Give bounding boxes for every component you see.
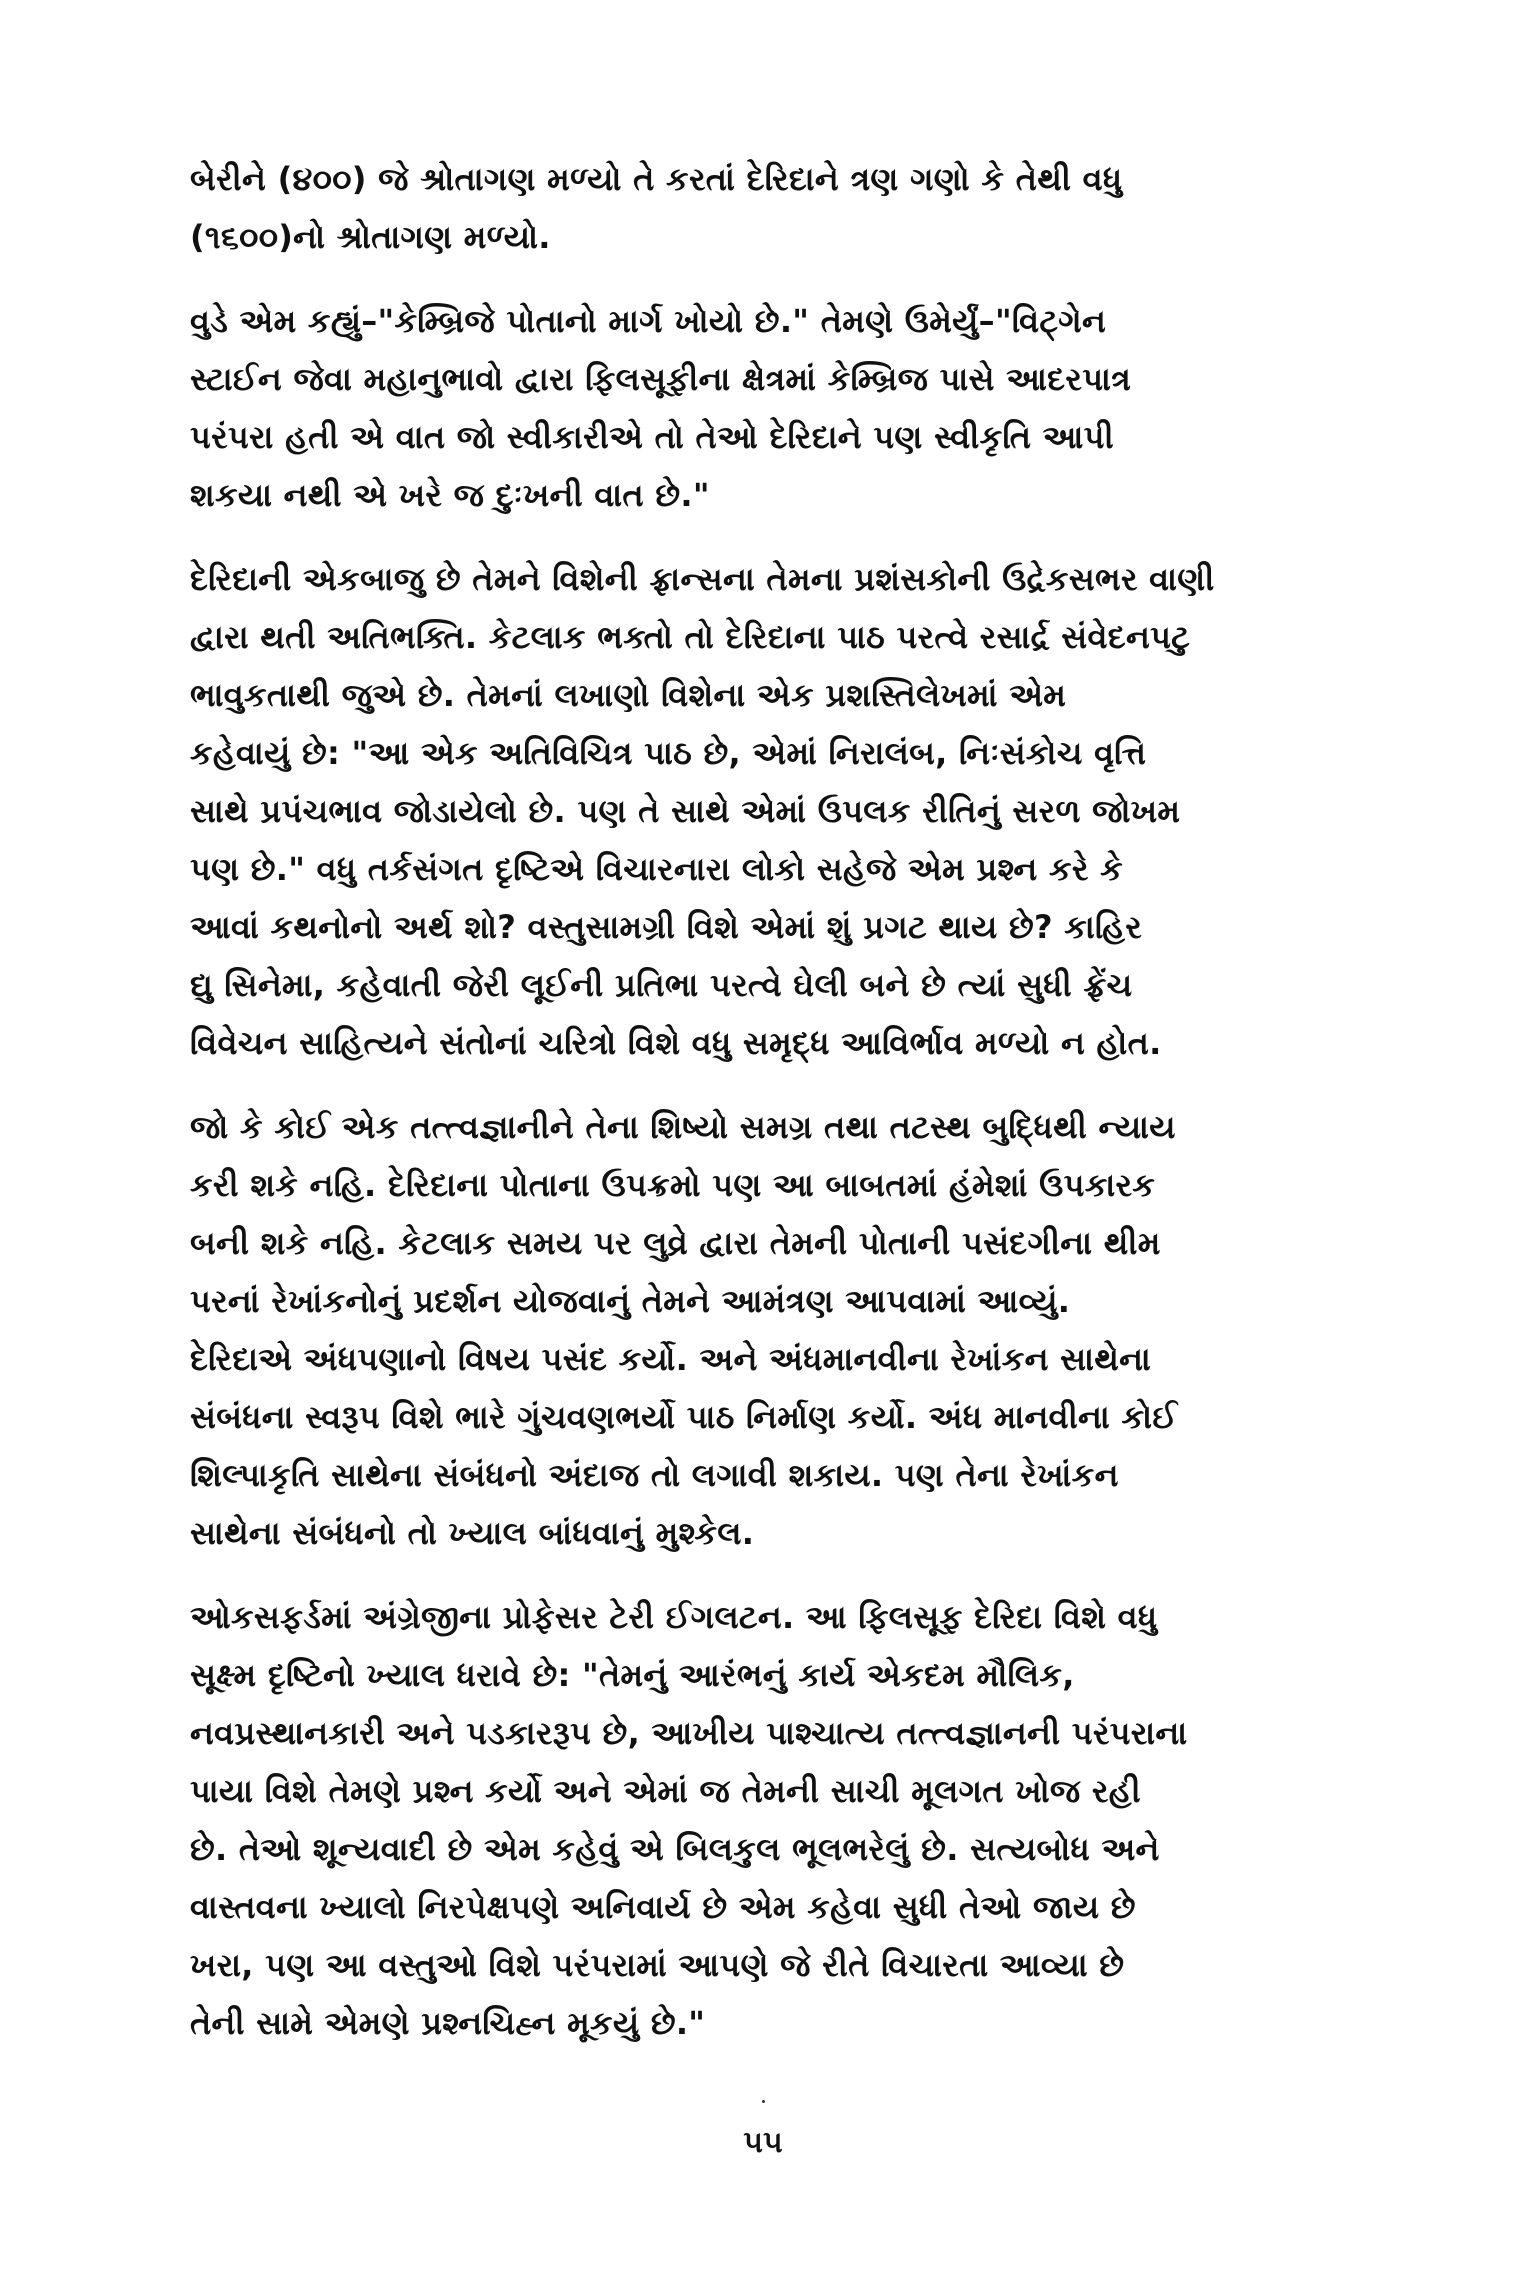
text-line: તેની સામે એમણે પ્રશ્નચિહ્ન મૂકયું છે." (190, 2004, 706, 2042)
text-line: ઓકસફર્ડમાં અંગ્રેજીના પ્રોફેસર ટેરી ઈગલટન. આ ફિલસૂફ દેરિદા વિશે વધુ (190, 1598, 1158, 1636)
paragraph-2 (190, 292, 1360, 524)
text-line: સંબંધના સ્વરૂપ વિશે ભારે ગુંચવણભર્યો પાઠ નિર્માણ કર્યો. અંધ માનવીના કોઈ (190, 1398, 1178, 1436)
paragraph-1 (190, 150, 1360, 266)
text-line: છે. તેઓ શૂન્યવાદી છે એમ કહેવું એ બિલકુલ ભૂલભરેલું છે. સત્યબોધ અને (190, 1830, 1160, 1868)
text-line: દ્વારા થતી અતિભક્તિ. કેટલાક ભક્તો તો દેરિદાના પાઠ પરત્વે રસાર્દ્ર સંવેદનપટુ (190, 618, 1191, 656)
text-line: નવપ્રસ્થાનકારી અને પડકારરૂપ છે, આખીય પાશ્ચાત્ય તત્ત્વજ્ઞાનની પરંપરાના (190, 1714, 1188, 1752)
text-line: દ્યુ સિનેમા, કહેવાતી જેરી લૂઈની પ્રતિભા પરત્વે ઘેલી બને છે ત્યાં સુધી ફ્રેંચ (190, 966, 1133, 1004)
text-line: (૧૬૦૦)નો શ્રોતાગણ મળ્યો. (190, 218, 551, 256)
text-line: પરનાં રેખાંકનોનું પ્રદર્શન યોજવાનું તેમને આમંત્રણ આપવામાં આવ્યું. (190, 1282, 1071, 1320)
text-line: વાસ્તવના ખ્યાલો નિરપેક્ષપણે અનિવાર્ય છે એમ કહેવા સુધી તેઓ જાય છે (190, 1888, 1136, 1926)
text-line: પણ છે." વધુ તર્કસંગત દૃષ્ટિએ વિચારનારા લોકો સહેજે એમ પ્રશ્ન કરે કે (190, 850, 1124, 888)
text-line: પાયા વિશે તેમણે પ્રશ્ન કર્યો અને એમાં જ તેમની સાચી મૂલગત ખોજ રહી (190, 1772, 1141, 1810)
paragraph-3 (190, 550, 1360, 1072)
text-line: કહેવાયું છે: "આ એક અતિવિચિત્ર પાઠ છે, એમાં નિરાલંબ, નિઃસંકોચ વૃત્તિ (190, 734, 1147, 772)
paragraph-5 (190, 1588, 1360, 2052)
page-number: ૫૫ (743, 2125, 783, 2160)
text-line: સૂક્ષ્મ દૃષ્ટિનો ખ્યાલ ધરાવે છે: "તેમનું આરંભનું કાર્ય એકદમ મૌલિક, (190, 1656, 1075, 1694)
text-line: શિલ્પાકૃતિ સાથેના સંબંધનો અંદાજ તો લગાવી શકાય. પણ તેના રેખાંકન (190, 1456, 1119, 1494)
text-line: કરી શકે નહિ. દેરિદાના પોતાના ઉપક્રમો પણ આ બાબતમાં હંમેશાં ઉપકારક (190, 1166, 1156, 1204)
print-speck (762, 2100, 765, 2103)
body-text (190, 150, 1360, 2078)
text-line: દેરિદાની એકબાજુ છે તેમને વિશેની ફ્રાન્સના તેમના પ્રશંસકોની ઉદ્રેકસભર વાણી (190, 560, 1215, 598)
text-line: આવાં કથનોનો અર્થ શો? વસ્તુસામગ્રી વિશે એમાં શું પ્રગટ થાય છે? કાહિર (190, 908, 1143, 946)
text-line: વુડે એમ કહ્યું–"કેમ્બ્રિજે પોતાનો માર્ગ ખોયો છે." તેમણે ઉમેર્યું–"વિટ્‌ગેન (190, 302, 1107, 340)
text-line: સાથેના સંબંધનો તો ખ્યાલ બાંધવાનું મુશ્કેલ. (190, 1514, 755, 1552)
text-line: સ્ટાઈન જેવા મહાનુભાવો દ્વારા ફિલસૂફીના ક્ષેત્રમાં કેમ્બ્રિજ પાસે આદરપાત્ર (190, 360, 1132, 398)
text-line: ખરા, પણ આ વસ્તુઓ વિશે પરંપરામાં આપણે જે રીતે વિચારતા આવ્યા છે (190, 1946, 1125, 1984)
text-line: દેરિદાએ અંધપણાનો વિષય પસંદ કર્યો. અને અંધમાનવીના રેખાંકન સાથેના (190, 1340, 1152, 1378)
paragraph-4 (190, 1098, 1360, 1562)
text-line: સાથે પ્રપંચભાવ જોડાયેલો છે. પણ તે સાથે એમાં ઉપલક રીતિનું સરળ જોખમ (190, 792, 1181, 830)
text-line: શકયા નથી એ ખરે જ દુઃખની વાત છે." (190, 476, 710, 514)
text-line: વિવેચન સાહિત્યને સંતોનાં ચરિત્રો વિશે વધુ સમૃદ્ધ આવિર્ભાવ મળ્યો ન હોત. (190, 1024, 1162, 1062)
text-line: બની શકે નહિ. કેટલાક સમય પર લુવ્રે દ્વારા તેમની પોતાની પસંદગીના થીમ (190, 1224, 1161, 1262)
text-line: બેરીને (૪૦૦) જે શ્રોતાગણ મળ્યો તે કરતાં દેરિદાને ત્રણ ગણો કે તેથી વધુ (190, 160, 1123, 198)
text-line: જો કે કોઈ એક તત્ત્વજ્ઞાનીને તેના શિષ્યો સમગ્ર તથા તટસ્થ બુદ્ધિથી ન્યાય (190, 1108, 1176, 1146)
text-line: ભાવુકતાથી જુએ છે. તેમનાં લખાણો વિશેના એક પ્રશસ્તિલેખમાં એમ (190, 676, 1067, 714)
text-line: પરંપરા હતી એ વાત જો સ્વીકારીએ તો તેઓ દેરિદાને પણ સ્વીકૃતિ આપી (190, 418, 1114, 456)
